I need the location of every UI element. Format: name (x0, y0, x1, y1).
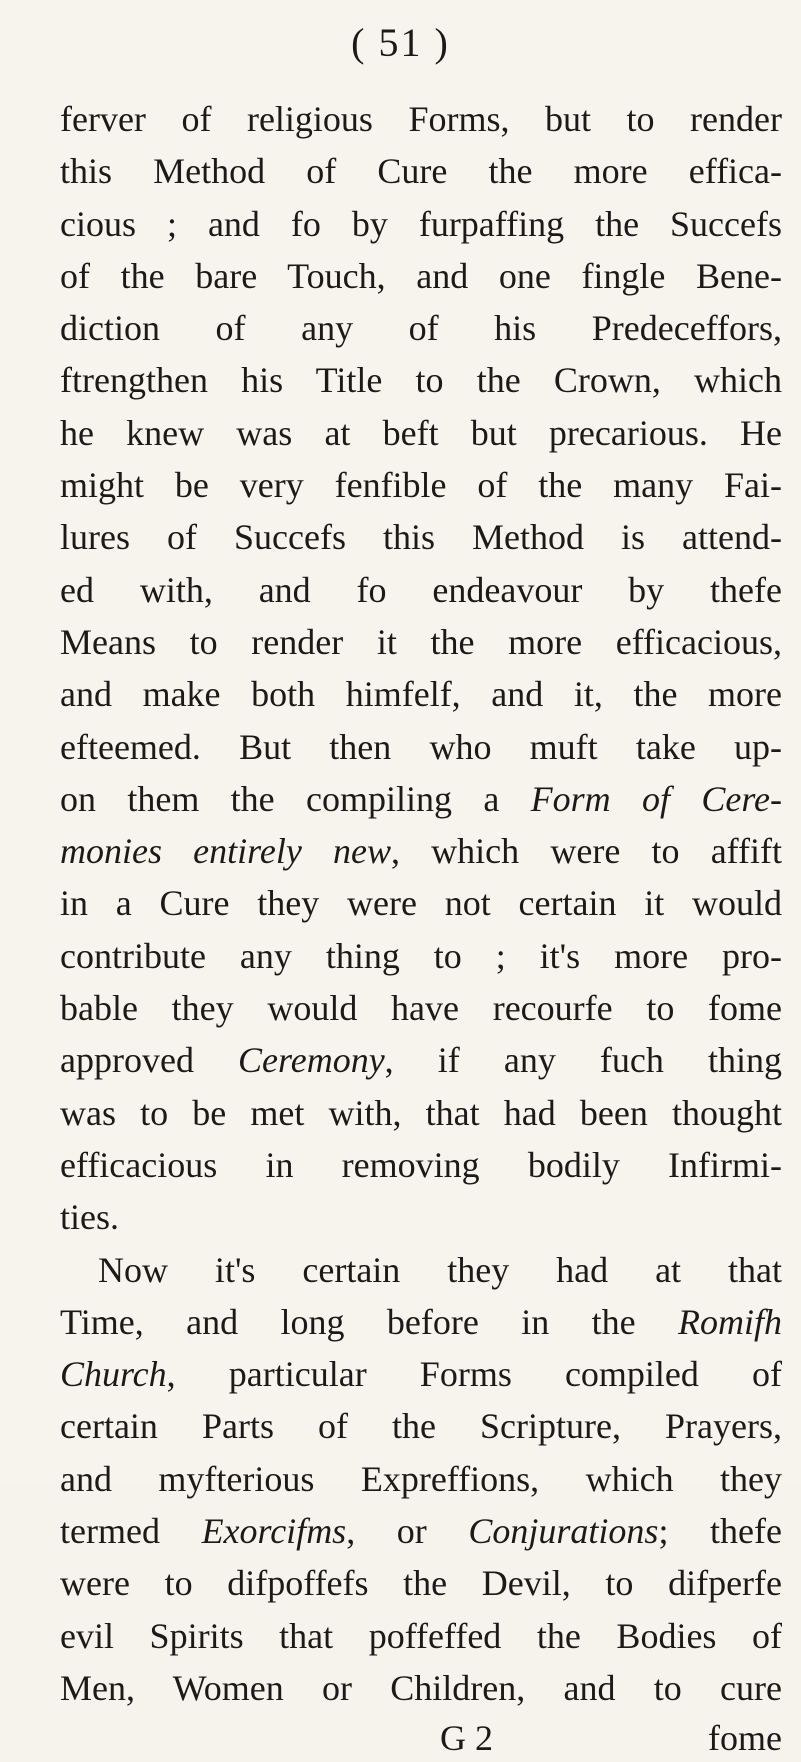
text-line (60, 1453, 782, 1505)
italic-text: Exorcifms (201, 1511, 347, 1552)
text-run: contribute any thing to ; it's more pro- (60, 935, 782, 976)
text-line (60, 564, 782, 616)
text-run: Time, and long before in the (60, 1301, 678, 1342)
text-run: lures of Succefs this Method is attend- (60, 517, 782, 558)
text-line (60, 616, 782, 668)
text-run: of the bare Touch, and one fingle Bene- (60, 255, 782, 296)
text-run: , or (346, 1511, 469, 1552)
text-line (60, 354, 782, 406)
text-run: and make both himfelf, and it, the more (60, 674, 782, 715)
italic-text: monies entirely new (60, 831, 391, 872)
text-line (60, 145, 782, 197)
text-run: termed (60, 1511, 202, 1552)
text-run: efteemed. But then who muft take up- (60, 726, 782, 767)
text-line (60, 1244, 782, 1296)
text-run: ftrengthen his Title to the Crown, which (60, 360, 782, 401)
text-run: might be very fenfible of the many Fai- (60, 465, 782, 506)
text-line (60, 825, 782, 877)
text-line (60, 1662, 782, 1714)
text-run: , which were to affift (390, 831, 782, 872)
text-run: ; thefe (658, 1511, 783, 1552)
text-run: in a Cure they were not certain it would (60, 883, 782, 924)
text-line (60, 668, 782, 720)
text-run: , particular Forms compiled of (166, 1354, 782, 1395)
text-run: bable they would have recourfe to fome (60, 988, 782, 1029)
text-run: he knew was at beft but precarious. He (60, 412, 782, 453)
text-run: on them the compiling a (60, 778, 531, 819)
italic-text: Romifh (678, 1301, 782, 1342)
text-line (60, 302, 782, 354)
page-number: ( 51 ) (351, 20, 450, 65)
text-line (60, 1348, 782, 1400)
text-line (60, 1296, 782, 1348)
italic-text: Church (60, 1354, 167, 1395)
text-line (60, 1087, 782, 1139)
text-line (60, 1139, 782, 1191)
text-run: ed with, and fo endeavour by thefe (60, 569, 782, 610)
italic-text: Conjurations (468, 1511, 659, 1552)
text-run: Means to render it the more efficacious, (60, 621, 782, 662)
text-run: ferver of religious Forms, but to render (60, 99, 782, 139)
text-run: were to difpoffefs the Devil, to difperfe (60, 1563, 782, 1604)
page-footer (60, 1714, 782, 1762)
catchword: fome (708, 1718, 782, 1759)
text-line (60, 1034, 782, 1086)
italic-text: Form of Cere- (530, 778, 782, 819)
text-line (60, 877, 782, 929)
text-line (60, 198, 782, 250)
signature-mark: G 2 (440, 1718, 493, 1759)
text-run: ties. (60, 1197, 119, 1238)
text-run: , if any fuch thing (384, 1040, 782, 1081)
text-run: cious ; and fo by furpaffing the Succefs (60, 203, 782, 244)
text-line (60, 930, 782, 982)
text-run: approved (60, 1040, 239, 1081)
text-line (60, 1610, 782, 1662)
text-line (60, 250, 782, 302)
text-line (60, 1505, 782, 1557)
italic-text: Ceremony (238, 1040, 385, 1081)
text-line (60, 982, 782, 1034)
body-text (60, 93, 782, 1762)
text-line (60, 1191, 782, 1243)
text-line (60, 407, 782, 459)
text-run: Men, Women or Children, and to cure (60, 1667, 782, 1708)
text-run: and myfterious Expreffions, which they (60, 1458, 782, 1499)
text-line (60, 1400, 782, 1452)
text-line (60, 773, 782, 825)
text-run: certain Parts of the Scripture, Prayers, (60, 1406, 782, 1447)
text-run: Now it's certain they had at that (98, 1249, 782, 1290)
text-line (60, 459, 782, 511)
text-run: was to be met with, that had been thought (60, 1092, 782, 1133)
text-line (60, 93, 782, 145)
text-run: evil Spirits that poffeffed the Bodies of (60, 1615, 782, 1656)
text-line (60, 721, 782, 773)
text-run: diction of any of his Predeceffors, (60, 308, 782, 349)
text-run: this Method of Cure the more effica- (60, 151, 782, 192)
text-line (60, 511, 782, 563)
text-run: efficacious in removing bodily Infirmi- (60, 1144, 782, 1185)
text-line (60, 1557, 782, 1609)
